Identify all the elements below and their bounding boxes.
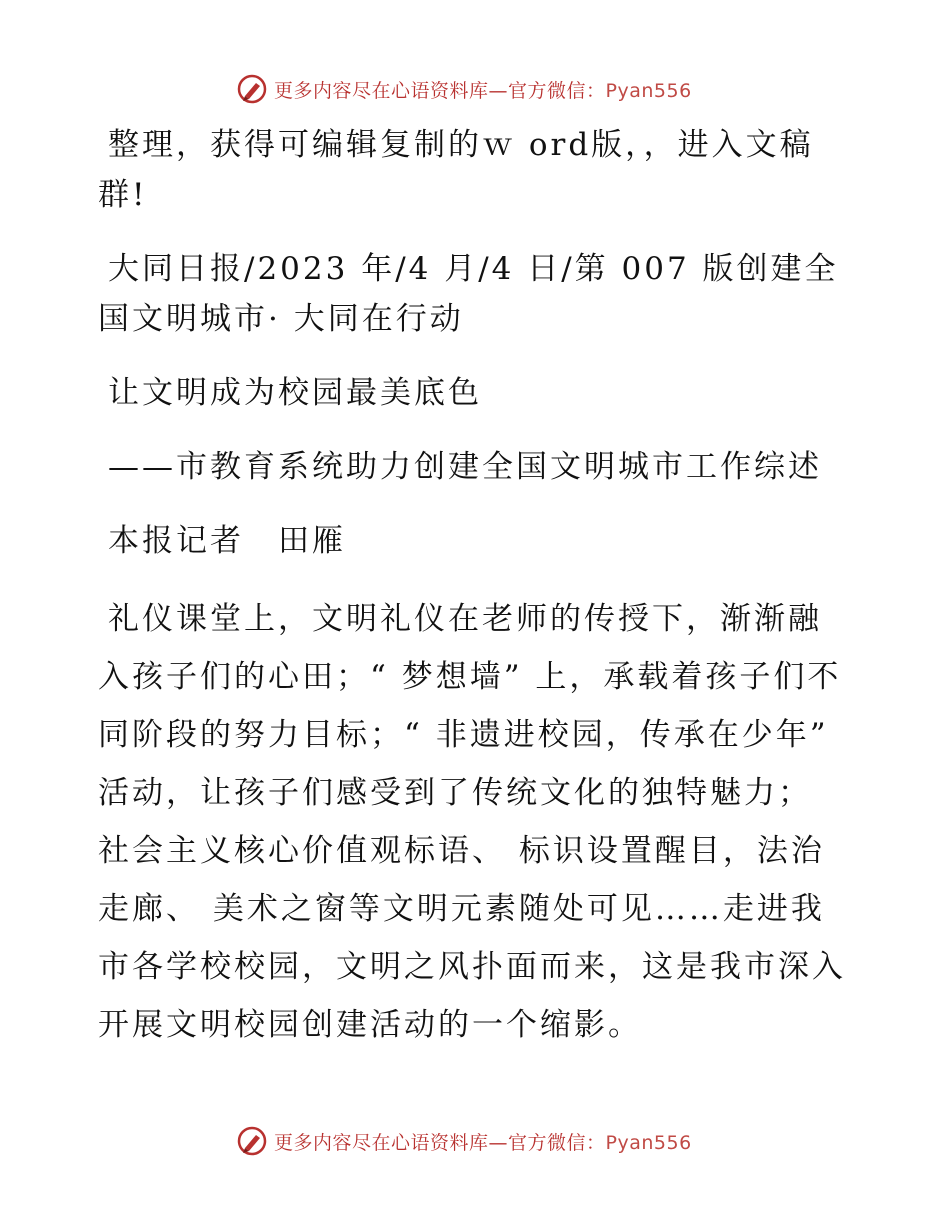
pen-logo-icon [236, 73, 268, 105]
body-paragraph: 礼仪课堂上，文明礼仪在老师的传授下，渐渐融入孩子们的心田；“ 梦想墙” 上，承载着孩子们不同阶段的努力目标；“ 非遗进校园，传承在少年” 活动，让孩子们感受到了传统文化的独特魅力； 社会主义核心价值观标语、 标识设置醒目，法治走廊、 美术之窗等文明元素随处可见……走进我市各学校校园，文明之风扑面而来，这是我市深入开展文明校园创建活动的一个缩影。 [98, 601, 846, 1043]
banner-text: 更多内容尽在心语资料库—官方微信：Pyan556 [274, 79, 692, 102]
document-body [98, 120, 850, 1078]
source-line: 大同日报/2023 年/4 月/4 日/第 007 版创建全国文明城市· 大同在行动 [98, 251, 839, 337]
footer-banner [236, 1124, 756, 1158]
article-subtitle: ——市教育系统助力创建全国文明城市工作综述 [108, 449, 822, 485]
wechat-id: Pyan556 [605, 79, 692, 102]
wechat-id: Pyan556 [605, 1131, 692, 1154]
header-banner [236, 72, 756, 106]
banner-text: 更多内容尽在心语资料库—官方微信：Pyan556 [274, 1131, 692, 1154]
intro-paragraph: 整理，获得可编辑复制的ｗ ord版，，进入文稿群! [98, 127, 814, 213]
article-title: 让文明成为校园最美底色 [108, 375, 482, 411]
byline: 本报记者 田雁 [108, 523, 346, 559]
pen-logo-icon [236, 1125, 268, 1157]
